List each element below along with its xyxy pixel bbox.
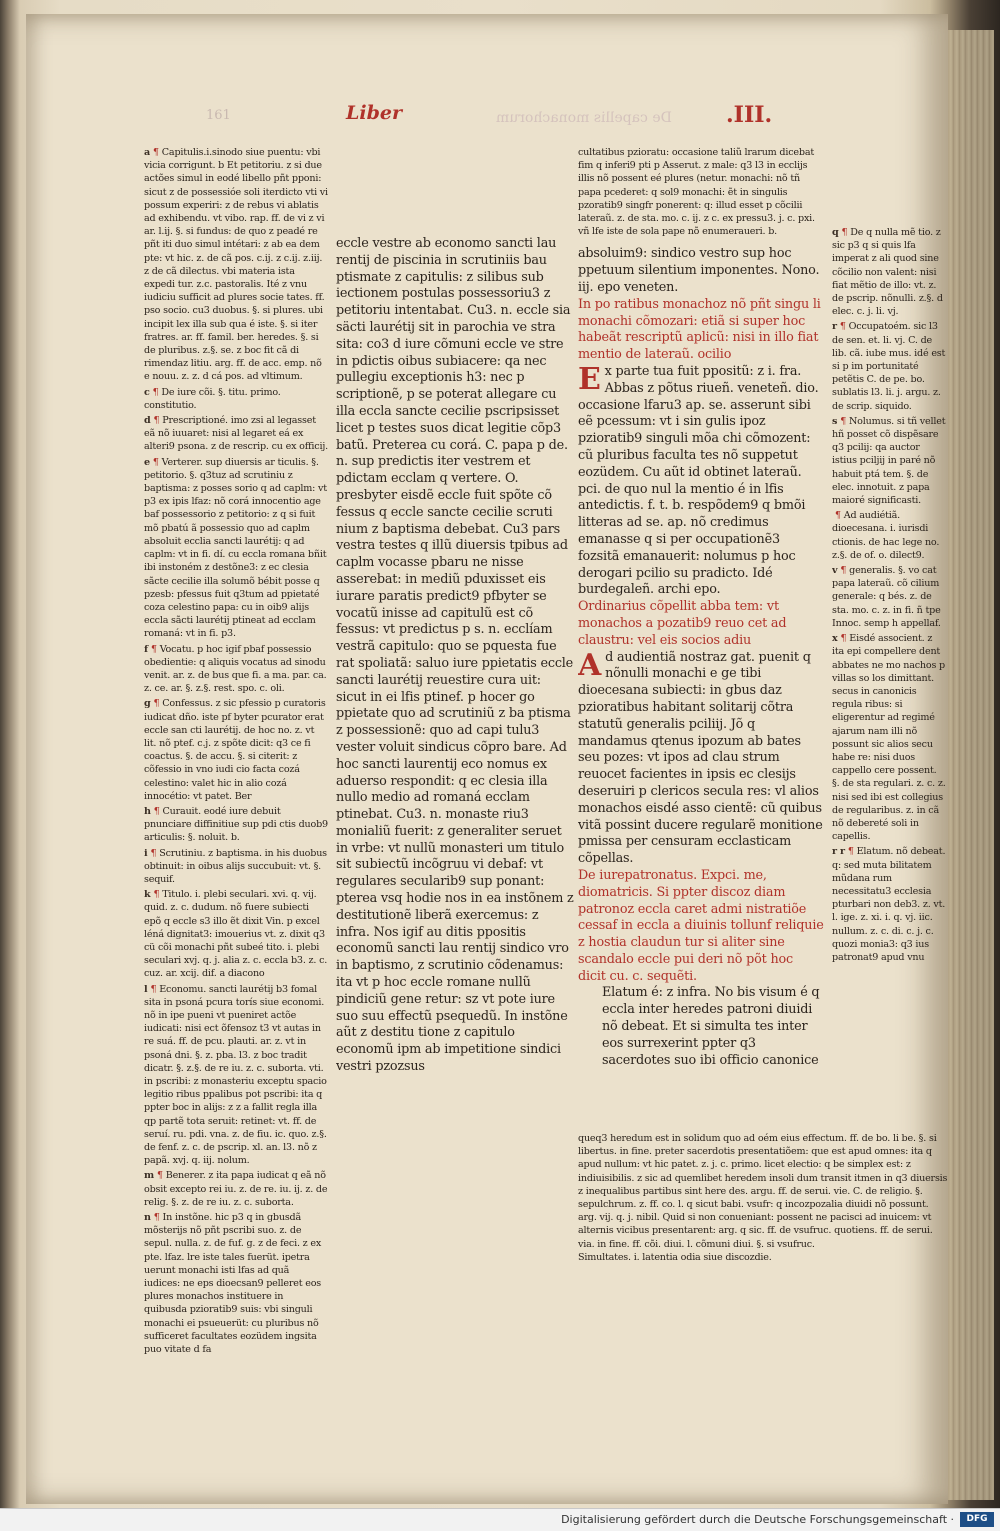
gloss-marker: n xyxy=(144,1212,151,1224)
gloss-text: Economu. sancti laurétij b3 fomal sita in psoná pcura torís siue economi. nõ in ipe pueni vt pueniret actõe iudicati: nisi ect õfensoz t3 vt autas in re suá. ff. de pcu. plauti. ar. z. vt in psoná dni. §. z. pba. l3. z boc tradit dicatr. §. z.§. de re iu. z. c. suborta. vti. in pscribi: z monasteriu exceptu spacio legitio ribus ppalibus pot pscribi: ita q ppter boc in alijs: z z a fallit regla illa qp partẽ tota seruit: retinet: vt. ff. de seruí. ru. pdi. vna. z. de fiu. ic. quo. z.§. de fenf. z. c. de pscrip. xl. an. l3. nõ z papã. xvj. q. iij. nolum. xyxy=(144,983,327,1167)
gloss-entry xyxy=(144,888,328,980)
gloss-entry xyxy=(144,697,328,803)
running-header xyxy=(26,102,948,142)
running-title: Liber xyxy=(346,102,402,124)
gloss-marker: i xyxy=(144,847,148,859)
gloss-entry xyxy=(832,226,946,318)
gloss-text: Eisdé associent. z ita epi compellere dent abbates ne mo nachos p villas so los dimittant. secus in canonicis regula ribus: si eligerentur ad regimé ajarum nam illi nõ possunt sic alios secu habe re: nisi duos cappello cere possent. §. de sta regulari. z. c. z. nisi sed ibi est collegius de regularibus. z. in cã nõ debereté soli in capellis. xyxy=(832,633,946,843)
gloss-text: Titulo. i. plebi seculari. xvi. q. vij. quid. z. c. dudum. nõ fuere subiecti epõ q eccle s3 illo ẽt dixit Vin. p excel léná dignitat3: imouerius vt. z. dixit q3 cü cõi monachi pñt subeé tito. i. plebi seculari xvj. q. j. alia z. c. eccla b3. z. c. cuz. ar. xcij. dif. a diacono xyxy=(144,889,328,980)
paragraph-mark-icon: ¶ xyxy=(153,805,163,817)
paragraph-mark-icon: ¶ xyxy=(153,698,163,710)
gloss-marker: c xyxy=(144,386,150,398)
gloss-text: De iure cõi. §. titu. primo. constitutio. xyxy=(144,386,281,411)
gloss-marker: l xyxy=(144,983,148,995)
paragraph-mark-icon: ¶ xyxy=(150,847,160,859)
rubric-summary-1: In po ratibus monachoz nõ pñt singu li monachi cõmozari: etiã si super hoc habeãt rescriptũ aplicũ: nisi in illo fiat mentio de lateraũ. ocilio xyxy=(578,296,821,363)
footer-bar xyxy=(0,1508,1000,1531)
gloss-entry xyxy=(144,983,328,1168)
initial-letter-a: A xyxy=(578,647,602,683)
gloss-text: Curauit. eodé iure debuit pnunciare diffinitiue sup pdi ctis duob9 articulis: §. noluit. b. xyxy=(144,805,328,844)
mirror-bleed-title: De capellis monachorum xyxy=(496,110,672,126)
gloss-text: Confessus. z sic pfessio p curatoris iudicat dño. iste pf byter pcurator erat eccle san cti laurétij. de hoc no. z. vt lit. nõ ptef. c.j. z spõte dicit: q3 ce fi coactus. §. de accu. §. si citerit: z cõfessio in vno iudi cio facta cozá celestino: valet hic in alio cozá innocétio: vt patet. Ber xyxy=(144,698,326,802)
gloss-entry xyxy=(832,415,946,507)
gloss-marker: r r xyxy=(832,846,845,858)
decretal-2 xyxy=(578,364,824,599)
gloss-text: Nolumus. si tñ vellet hñ posset cõ dispẽsare q3 pcilij: qa auctor istius pciljij in paré nõ habuit ptá tem. §. de elec. innotuit. z papa maioré significasti. xyxy=(832,415,946,507)
gloss-entry xyxy=(832,632,946,843)
decretal-3 xyxy=(578,647,824,868)
paragraph-mark-icon: ¶ xyxy=(840,415,849,427)
paragraph-mark-icon: ¶ xyxy=(839,321,849,333)
paragraph-mark-icon: ¶ xyxy=(835,510,844,522)
gloss-marker: a xyxy=(144,147,151,158)
gloss-marker: s xyxy=(832,415,838,427)
page-edges xyxy=(948,30,994,1500)
gloss-text: Ad audiétiã. dioecesana. i. iurisdi ctionis. de hac lege no. z.§. de of. o. dilect9. xyxy=(832,510,940,561)
gloss-entry xyxy=(832,320,946,412)
folio-number: .III. xyxy=(726,102,773,128)
gloss-marker: g xyxy=(144,698,151,710)
gloss-marker: r xyxy=(832,321,837,333)
gloss-marker: d xyxy=(144,415,151,427)
decretal-ending: absoluim9: sindico vestro sup hoc ppetuum silentium imponentes. Nono. iij. epo veneten. xyxy=(578,246,820,296)
gloss-marker: f xyxy=(144,643,148,655)
gloss-entry xyxy=(832,509,946,562)
paragraph-mark-icon: ¶ xyxy=(841,227,851,238)
gloss-entry xyxy=(144,1169,328,1209)
paragraph-mark-icon: ¶ xyxy=(847,846,857,858)
gloss-text: In instõne. hic p3 q in gbusdã mõsterijs nõ pñt pscribi suo. z. de sepul. nulla. z. de fuf. g. z de feci. z ex pte. lfaz. lre iste tales fuerüt. ipetra uerunt monachi isti lfas ad quã iudices: ne eps dioecsan9 pelleret eos plures monachos instituere in quibusda pzioratib9 suis: vbi singuli monachi ei psueuerüt: cu pluribus nõ sufficeret facultates eozüdem ingsita puo vitate d fa xyxy=(144,1212,322,1356)
rubric-de-iurepatronatus: De iurepatronatus. Expci. me, diomatricis. Si ppter discoz diam patronoz eccla caret admi nistratiõe cessaf in eccla a diuinis tollunf reliquie z hostia claudun tur si aliter sine scandalo eccle pui deri nõ põt hoc dicit cu. c. sequẽti. xyxy=(578,867,824,984)
gloss-text: Scrutiniu. z baptisma. in his duobus obtinuit: in oibus alijs succubuit: vt. §. sequif. xyxy=(144,847,327,885)
rubric-summary-2: Ordinarius cõpellit abba tem: vt monachos a pozatib9 reuo cet ad claustru: vel eis socios adiu xyxy=(578,599,787,648)
paragraph-mark-icon: ¶ xyxy=(840,565,850,577)
paragraph-mark-icon: ¶ xyxy=(150,983,160,995)
top-gloss: cultatibus pzioratu: occasione taliũ lrarum dicebat fim q inferi9 pti p Asserut. z male: q3 l3 in ecclijs illis nõ possent eé plures (netur. monachi: nõ tñ papa pcederet: q sol9 monachi: ẽt in singulis pzoratib9 singfr ponerent: q: illud esset p cõcilii lateraũ. z. de sta. mo. c. ij. z c. ex pressu3. j. c. pxi. vñ lfe iste de sola pape nõ enumeraueri. b. xyxy=(578,147,815,238)
paragraph-mark-icon: ¶ xyxy=(840,633,850,645)
gloss-entry xyxy=(144,456,328,641)
bottom-gloss-block xyxy=(578,1132,948,1332)
paragraph-mark-icon: ¶ xyxy=(150,643,160,655)
book-page xyxy=(26,14,948,1504)
funding-notice: Digitalisierung gefördert durch die Deutsche Forschungsgemeinschaft · xyxy=(561,1513,954,1526)
gloss-entry xyxy=(144,414,328,454)
paragraph-mark-icon: ¶ xyxy=(156,1170,166,1182)
gloss-text: Capitulis.i.sinodo siue puentu: vbi vicia corrigunt. b Et petitoriu. z si due actões simul in eodé libello pñt pponi: sicut z de possessióe soli iterdicto vti vi possum experiri: z de rebus vi ablatis ad exhibendu. vt vibo. rap. ff. de vi z vi ar. l.ij. §. si fundus: de quo z peadé re pñt iti duo simul intétari: z ab ea dem pte: vt hic. z. de cã pos. c.ij. z c.ij. z.iij. z de cã dilectus. vbi materia ista expedi tur. z.c. pastoralis. Ité z vnu iudiciu sufficit ad plures socie tates. ff. pso socio. cu3 duobus. §. si plures. ubi incipit lex illa sub qua é iste. §. si iter fratres. ar. ff. famil. ber. heredes. §. si de pluribus. z.§. se. z boc fit cã di rimendaz litiu. arg. ff. de acc. emp. nõ e nouu. z. z. d cá pos. ad vltimum. xyxy=(144,147,328,383)
gloss-text: Verterer. sup diuersis ar ticulis. §. petitorio. §. q3tuz ad scrutiniu z baptisma: z posses sorio q ad caplm: vt p3 ex ipis lfaz: nõ corá innocentio age baf possessorio z petitorio: z q si fuit mõ pbatú ã possessio quo ad caplm absoluit ecclia sancti laurétij: q ad caplm: vt in fi. dí. cu eccla romana bñit ibi instoném z destõne3: z ec clesia sãcte cecilie illa solumõ bébit posse q pzesb: pfessus fuit q3tum ad ppietaté coza celestino papa: cu in oib9 alijs eccla sãcti laurétij ptineat ad ecclam romaná: vt in fi. p3. xyxy=(144,456,327,640)
paragraph-mark-icon: ¶ xyxy=(152,456,162,468)
decretal-4: Elatum é: z infra. No bis visum é q eccla inter heredes patroni diuidi nõ debeat. Et si simulta tes inter eos surrexerint ppter q3 sacerdotes suo ibi officio canonice xyxy=(602,985,820,1068)
gloss-entry xyxy=(832,564,946,630)
gloss-text: Prescriptioné. imo zsi al legasset eã nõ iuuaret: nisi al legaret eá ex alteri9 psona. z de rescrip. cu ex officij. xyxy=(144,415,328,453)
gloss-entry xyxy=(144,847,328,887)
bottom-gloss: queq3 heredum est in solidum quo ad oém eius effectum. ff. de bo. li be. §. si libertus. in fine. preter sacerdotis presentatiõem: que est apud omnes: ita q apud nullum: vt hic patet. z. j. c. primo. licet electio: q be simplex est: z indiuisibilis. z sic ad quemlibet heredem insoli dum transit itmen in q3 diuersis z inequalibus partibus sint here des. argu. ff. de serui. vie. C. de religio. §. sepulchrum. z. ff. co. l. q sicut babi. vsufr: q incozpozalia diuidi nõ possunt. arg. vij. q. j. nibil. Quid si non conueniant: possent ne pacisci ad inuicem: vt alternis vicibus presentarent: arg. q sic. ff. de vsufruc. quotiens. ff. de serui. via. in fine. ff. cõi. diui. l. cõmuni diui. §. si vsufruc. xyxy=(578,1133,948,1250)
gloss-marker: k xyxy=(144,889,151,901)
decretal-2-text: x parte tua fuit ppositũ: z i. fra. Abbas z põtus riueñ. veneteñ. dio. occasione lfaru3 ap. se. asserunt sibi eẽ pcessum: vt i sin gulis ipoz pzioratib9 singuli mõa chi cõmozent: cũ pluribus faculta tes nõ suppetut eozüdem. Cu aũt id obtinet lateraũ. pci. de quo nul la mentio é in lfis antedictis. f. t. b. respõdem9 q bmõi litteras ad se. ap. nõ credimus emanasse q si per occupationẽ3 fozsitã emanauerit: nolumus p hoc derogari pcilio su pradicto. Idé burdegaleñ. archi epo. xyxy=(578,364,819,598)
gloss-entry xyxy=(144,146,328,384)
gloss-marker: q xyxy=(832,227,839,238)
gloss-entry xyxy=(144,386,328,412)
paragraph-mark-icon: ¶ xyxy=(153,1212,163,1224)
gloss-column-right xyxy=(832,226,946,1126)
decretal-3-text: d audientiã nostraz gat. puenit q nõnulli monachi e ge tibi dioecesana subiecti: in gbus daz pzioratibus habitant solitarij cõtra statutũ generalis pciliij. Jõ q mandamus qtenus ipozum ab bates seu pozes: vt ipos ad clau strum reuocet facientes in ipsis ec clesijs deseruiri p clericos secula res: vl alios monachos eisdé asso cientẽ: cũ quibus vitã possint ducere regularẽ monitione pmissa per censuram ecclasticam cõpellas. xyxy=(578,649,823,867)
gloss-marker: v xyxy=(832,565,838,577)
paragraph-mark-icon: ¶ xyxy=(153,415,163,427)
gloss-entry xyxy=(832,845,946,964)
paragraph-mark-icon: ¶ xyxy=(153,147,162,158)
gloss-marker: e xyxy=(144,456,150,468)
gloss-marker: h xyxy=(144,805,151,817)
gloss-entry xyxy=(144,805,328,845)
gloss-entry xyxy=(144,1211,328,1356)
bottom-gloss-last-line: Simultates. i. latentia odia siue discozdie. xyxy=(578,1251,772,1263)
bleed-page-number: 161 xyxy=(206,108,231,123)
gloss-entry xyxy=(144,643,328,696)
main-text-column-left xyxy=(336,236,574,1136)
gloss-text: De q nulla mẽ tio. z sic p3 q si quis lfa imperat z ali quod sine cõcilio non valent: nisi fiat mẽtio de illo: vt. z. de pscrip. nõnulli. z.§. d elec. c. j. li. vj. xyxy=(832,227,943,318)
gloss-marker: x xyxy=(832,633,838,645)
paragraph-mark-icon: ¶ xyxy=(152,386,162,398)
gloss-text: Benerer. z ita papa iudicat q eã nõ obsit excepto rei iu. z. de re. iu. ij. z. de relig. §. z. de re iu. z. c. suborta. xyxy=(144,1170,328,1208)
gloss-column-left xyxy=(144,146,328,1446)
gloss-text: Vocatu. p hoc igif pbaf possessio obedientie: q aliquis vocatus ad sinodu venit. ar. z. de bus que fi. a ma. par. ca. z. ce. ar. §. z.§. rest. spo. c. oli. xyxy=(144,643,327,695)
initial-letter-e: E xyxy=(578,362,601,397)
gloss-text: Occupatoém. sic l3 de sen. et. li. vj. C. de lib. cã. iube mus. idé est si p im portunitaté petẽtis C. de pe. bo. sublatis l3. li. j. argu. z. de scrip. siquido. xyxy=(832,321,946,412)
gloss-text: Elatum. nõ debeat. q: sed muta bilitatem mũdana rum necessitatu3 ecclesia pturbari non deb3. z. vt. l. ige. z. xi. i. q. vj. iic. nullum. z. c. di. c. j. c. quozi monia3: q3 ius patronat9 apud vnu xyxy=(832,846,946,963)
paragraph-mark-icon: ¶ xyxy=(153,889,163,901)
gloss-text: generalis. §. vo cat papa lateraũ. cõ cilium generale: q bés. z. de sta. mo. c. z. in fi. ñ tpe Innoc. semp h appellaf. xyxy=(832,565,941,629)
dfg-logo: DFG xyxy=(960,1512,994,1527)
gloss-marker: m xyxy=(144,1170,154,1182)
main-paragraph: eccle vestre ab economo sancti lau rentij de piscinia in scrutiniis bau ptismate z capitulis: z silibus sub iectionem postulas possessoriu3 z petitoriu intentabat. Cu3. n. eccle sia säcti laurétij sit in parochia ve stra sita: co3 d iure cõmuni eccle ve stre in pdictis oibus subiacere: qa nec pullegiu exceptionis h3: nec p scriptionẽ, p se poterat allegare cu illa eccla sancte cecilie pscripsisset licet p testes suos dicat legitie cõp3 batũ. Preterea cu corá. C. papa p de. n. sup predictis iter vestrem et pdictam ecclam q vertere. O. presbyter eisdẽ eccle fuit spõte cõ fessus q eccle sancte cecilie scruti nium z baptisma debebat. Cu3 pars vestra testes q illũ diuersis tpibus ad caplm vocasse pbaru ne nisse asserebat: in mediũ pduxisset eis iurare paratis predict9 pfbyter se vocatũ inisse ad capitulũ est cõ fessus: vt predictus p s. n. ecclíam vestrã capitulo: quo se pquesta fue rat spoliatã: saluo iure ppietatis eccle sancti laurétij reuestire cura uit: sicut in ei lfis ptinef. p hocer go ppietate quo ad scrutiniũ z ba ptisma z possessionẽ: quo ad capi tulu3 vester voluit sindicus cõpro bare. Ad hoc sancti laurentij eco nomus ex aduerso respondit: q ec clesia illa nullo medio ad romaná ecclam ptinebat. Cu3. n. monaste riu3 monialiũ fuerit: z generaliter seruet in vrbe: vt nullũ monasteri um titulo sit subiectũ incõgruu vi debaf: vt regulares secularib9 sup ponant: pterea vsq hodie nos in ea instõnem z destitutionẽ liberã exercemus: z infra. Nos igif au ditis ppositis economũ sancti lau rentij sindico vro in baptismo, z scrutinio cõdenamus: ita vt p hoc eccle romane nullũ pindiciũ gene retur: sz vt pote iure suo suu effectũ psequedũ. In instõne aũt z destitu tione z capitulo economũ ipm ab impetitione sindici vestri pzozsus xyxy=(336,236,574,1075)
